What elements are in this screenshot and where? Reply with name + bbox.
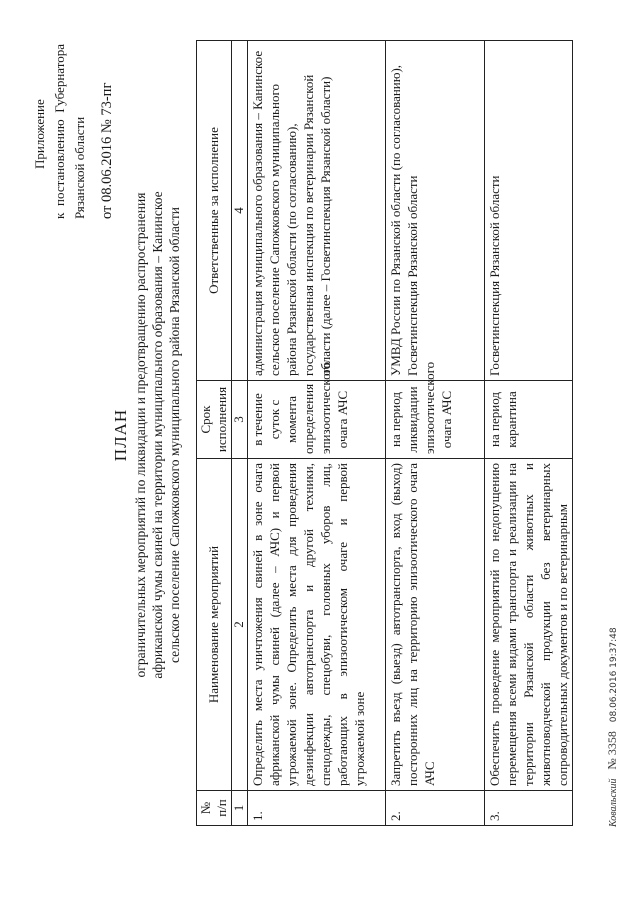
row-responsible: администрация муниципального образования – Канинское сельское поселение Сапожковского муниципального района Рязанской области (по согласованию), государственная инспекция по ветеринарии Рязанской области (далее – Госветинспекция Рязанской области) [248,41,386,381]
row-measure: Определить места уничтожения свиней в зоне очага африканской чумы свиней (далее – АЧС) и первой угрожаемой зоне. Определить места для проведения дезинфекции автотранспорта и другой техники, спецодежды, спецобуви, головных уборов лиц, работающих в эпизоотическом очаге и первой угрожаемой зоне [248,459,386,791]
table-row [248,41,386,826]
plan-heading: ПЛАН [111,408,130,462]
header-responsible: Ответственные за исполнение [197,41,232,381]
signature: Ковальский [608,778,619,827]
row-term: на период карантина [485,381,573,459]
document-title [110,165,183,705]
row-responsible: УМВД России по Рязанской области (по согласованию), Госветинспекция Рязанской области [386,41,485,381]
table-row [386,41,485,826]
row-number: 3. [485,791,573,826]
column-number-row [232,41,248,826]
row-number: 1. [248,791,386,826]
column-number: 4 [232,41,248,381]
row-term: на период ликвидации эпизоотического очага АЧС [386,381,485,459]
appendix-title: Приложение [32,99,47,169]
column-number: 3 [232,381,248,459]
row-number: 2. [386,791,485,826]
header-measure: Наименование мероприятий [197,459,232,791]
plan-subtitle-2: африканской чумы свиней на территории муниципального образования – Канинское [150,191,165,679]
column-number: 1 [232,791,248,826]
plan-table [196,40,573,826]
appendix-line-2: Рязанской области [72,116,87,219]
header-term: Срок исполнения [197,381,232,459]
appendix-date: от 08.06.2016 № 73-пг [99,82,115,219]
row-measure: Запретить въезд (выезд) автотранспорта, вход (выход) посторонних лиц на территорию эпизоотического очага АЧС [386,459,485,791]
appendix-block [30,44,117,219]
registration-stamp [605,627,620,827]
plan-subtitle-3: сельское поселение Сапожковского муниципального района Рязанской области [167,207,182,663]
header-number: № п/п [197,791,232,826]
table-header-row [197,41,232,826]
table-row [485,41,573,826]
column-number: 2 [232,459,248,791]
row-responsible: Госветинспекция Рязанской области [485,41,573,381]
row-term: в течение суток с момента определения эпизоотического очага АЧС [248,381,386,459]
registration-timestamp: 08.06.2016 19:37:48 [609,627,619,723]
registration-number: № 3358 [605,731,619,770]
plan-subtitle-1: ограничительных мероприятий по ликвидации и предотвращению распространения [133,192,148,678]
appendix-line-1: к постановлению Губернатора [52,44,67,219]
row-measure: Обеспечить проведение мероприятий по недопущению перемещения всеми видами транспорта и реализации на территории Рязанской области животных и животноводческой продукции без ветеринарных сопроводительных документов и по ветеринарным [485,459,573,791]
